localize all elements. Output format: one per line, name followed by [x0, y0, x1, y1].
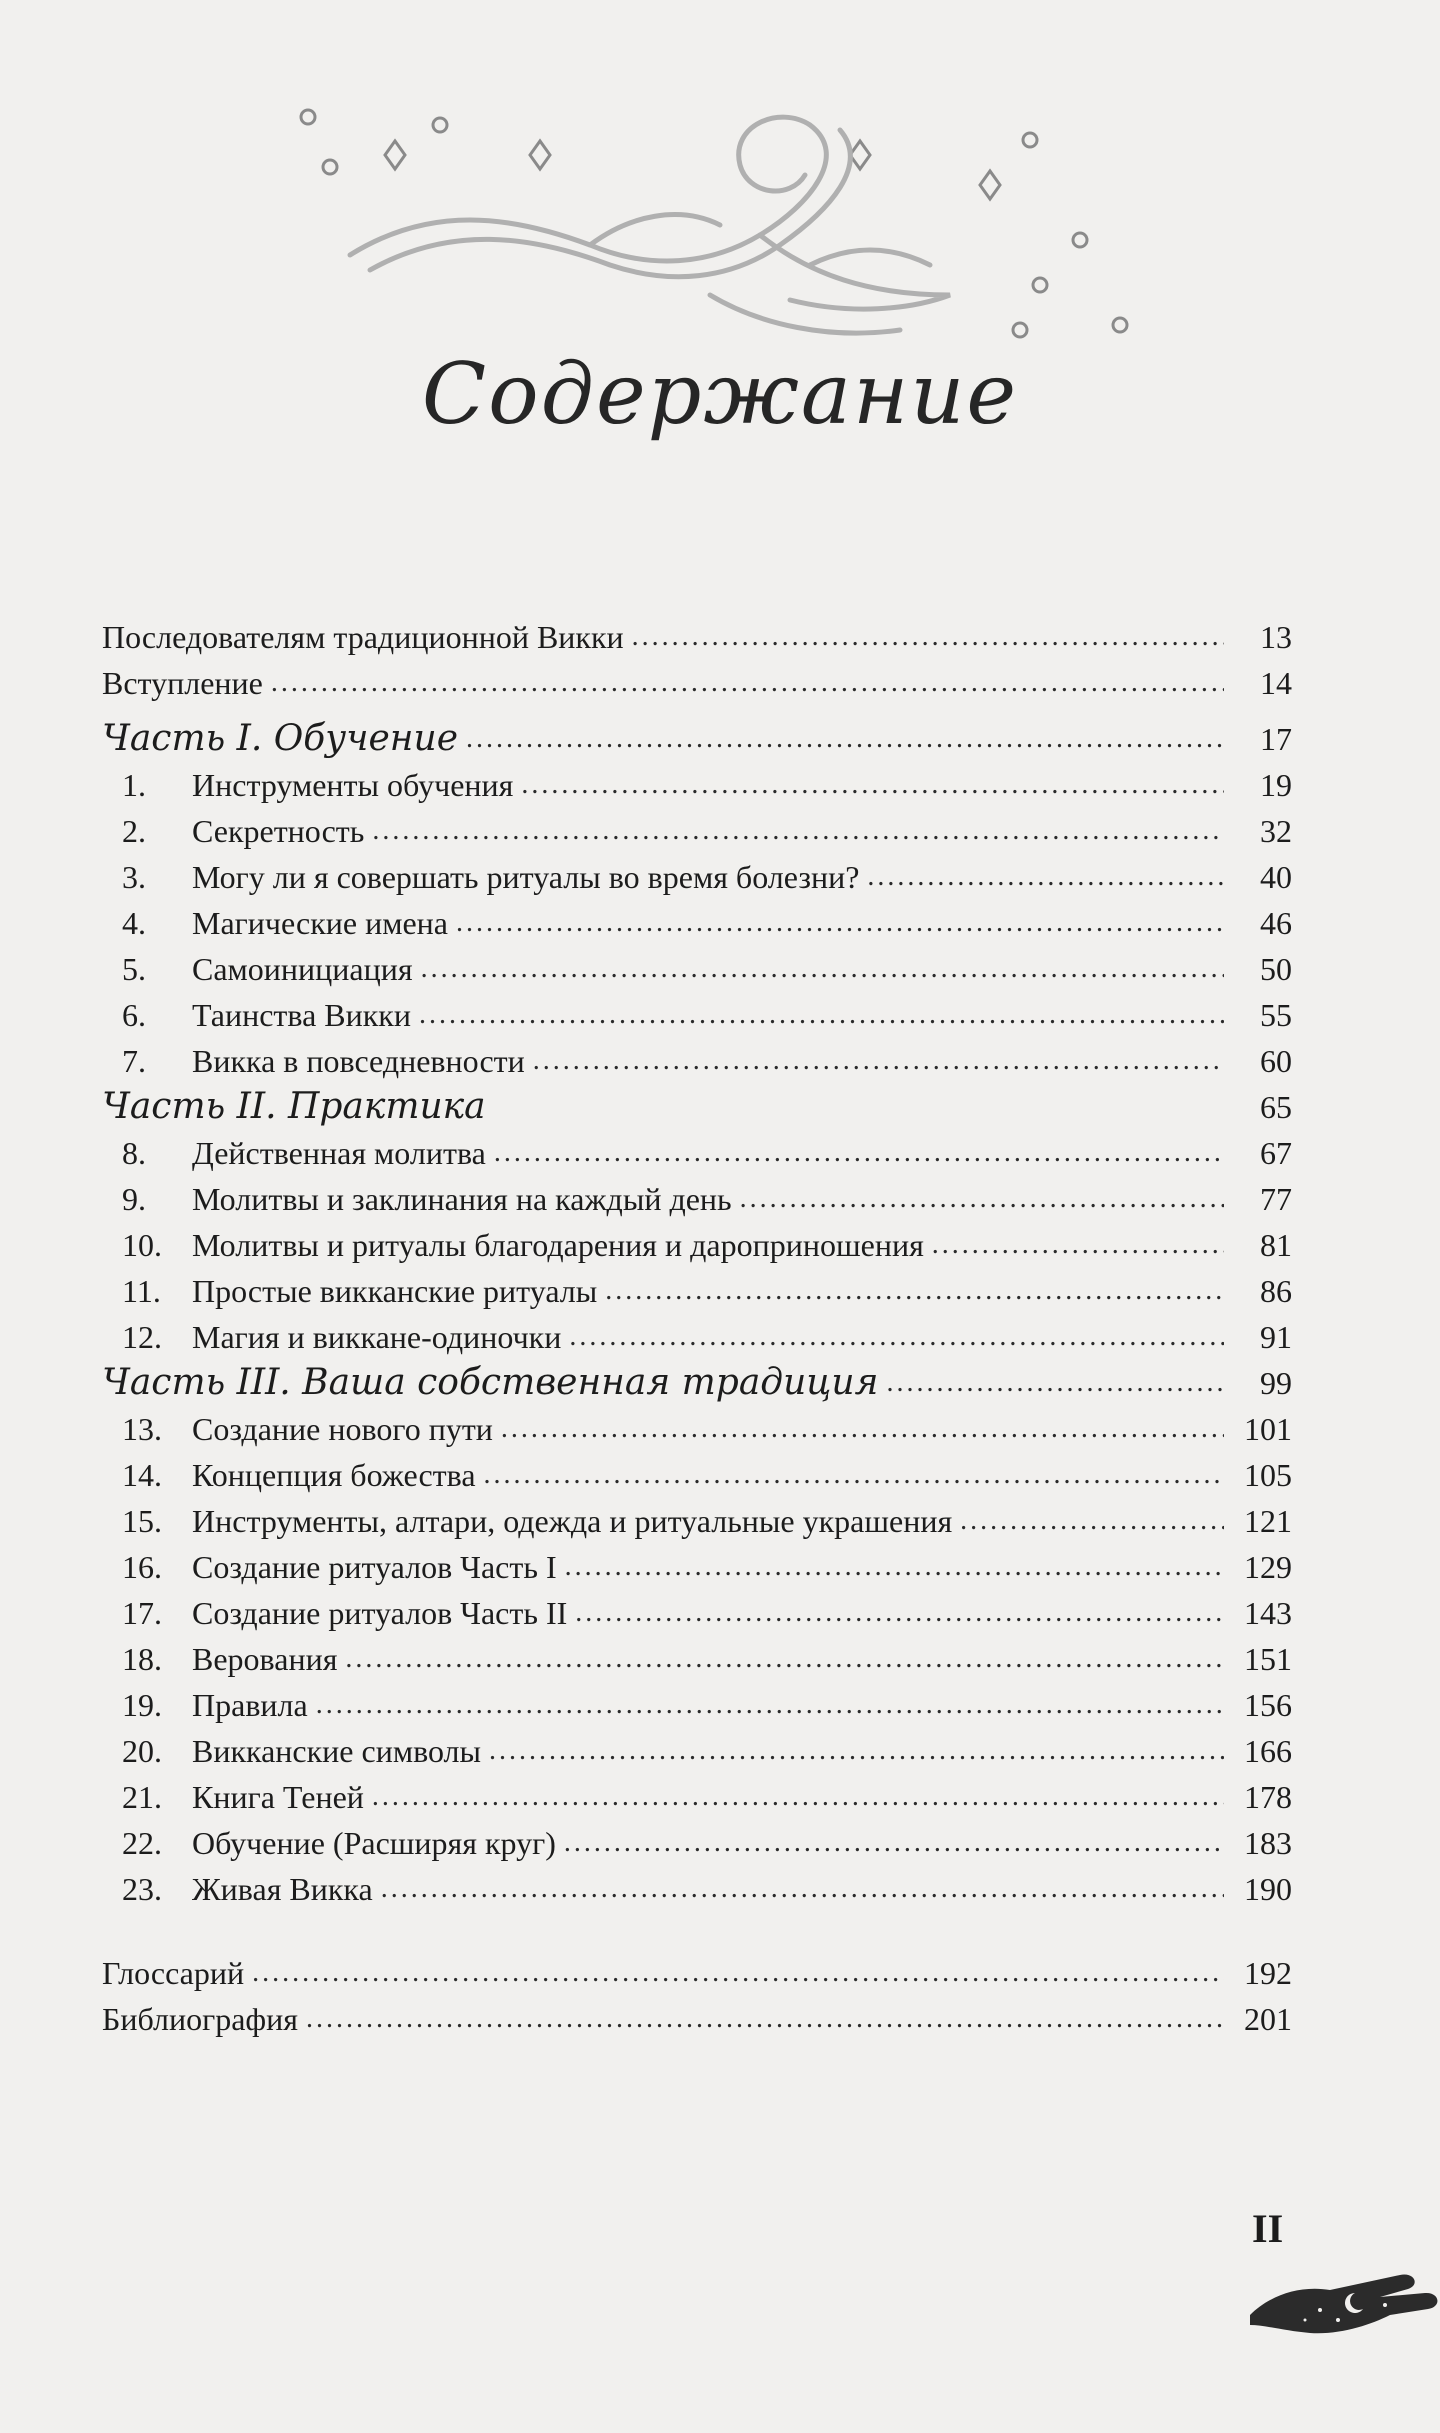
chapter-title: Таинства Викки: [192, 997, 411, 1033]
toc-chapter[interactable]: [102, 1310, 1292, 1356]
dot-leader: [564, 1824, 1224, 1862]
toc-chapter[interactable]: [102, 1034, 1292, 1080]
dot-leader: [372, 1778, 1224, 1816]
toc-page-number: 178: [1244, 1779, 1292, 1815]
toc-page-number: 86: [1260, 1273, 1292, 1309]
chapter-number: 4.: [122, 905, 146, 941]
toc-chapter[interactable]: [102, 942, 1292, 988]
chapter-title: Живая Викка: [192, 1871, 373, 1907]
dot-leader: [565, 1548, 1224, 1586]
dot-leader: [345, 1640, 1224, 1678]
toc-page-number: 55: [1260, 997, 1292, 1033]
toc-page-number: 121: [1244, 1503, 1292, 1539]
chapter-number: 15.: [122, 1503, 162, 1539]
dot-leader: [372, 812, 1224, 850]
toc-page-number: 99: [1260, 1365, 1292, 1401]
chapter-title: Секретность: [192, 813, 365, 849]
dot-leader: [484, 1456, 1224, 1494]
chapter-title: Самоинициация: [192, 951, 413, 987]
dot-leader: [316, 1686, 1224, 1724]
dot-leader: [575, 1594, 1224, 1632]
toc-chapter[interactable]: [102, 896, 1292, 942]
toc-chapter[interactable]: [102, 1126, 1292, 1172]
toc-page-number: 81: [1260, 1227, 1292, 1263]
toc-part-title: Часть II. Практика: [102, 1086, 486, 1127]
dot-leader: [740, 1180, 1224, 1218]
chapter-number: 21.: [122, 1779, 162, 1815]
dot-leader: [489, 1732, 1224, 1770]
chapter-title: Молитвы и заклинания на каждый день: [192, 1181, 732, 1217]
toc-page-number: 156: [1244, 1687, 1292, 1723]
dot-leader: [306, 2000, 1224, 2038]
chapter-title: Магия и виккане-одиночки: [192, 1319, 562, 1355]
swirl-ornament-icon: [290, 95, 1190, 375]
dot-leader: [421, 950, 1224, 988]
toc-chapter[interactable]: [102, 758, 1292, 804]
toc-entry-label: Вступление: [102, 665, 263, 701]
chapter-title: Создание ритуалов Часть I: [192, 1549, 557, 1585]
toc-entry[interactable]: [102, 1946, 1292, 1992]
toc-chapter[interactable]: [102, 1402, 1292, 1448]
toc-page-number: 67: [1260, 1135, 1292, 1171]
chapter-title: Создание нового пути: [192, 1411, 493, 1447]
chapter-number: 12.: [122, 1319, 162, 1355]
toc-chapter[interactable]: [102, 1494, 1292, 1540]
toc-part-heading[interactable]: [102, 1356, 1292, 1402]
hand-with-moon-icon: [1250, 2225, 1440, 2345]
toc-page-number: 183: [1244, 1825, 1292, 1861]
toc-chapter[interactable]: [102, 1678, 1292, 1724]
toc-entry-label: Последователям традиционной Викки: [102, 619, 624, 655]
chapter-title: Магические имена: [192, 905, 448, 941]
chapter-number: 3.: [122, 859, 146, 895]
page-folio: II: [1252, 2206, 1284, 2251]
dot-leader: [494, 1134, 1224, 1172]
toc-page-number: 151: [1244, 1641, 1292, 1677]
dot-leader: [456, 904, 1224, 942]
chapter-title: Создание ритуалов Часть II: [192, 1595, 568, 1631]
chapter-title: Книга Теней: [192, 1779, 364, 1815]
toc-entry[interactable]: [102, 610, 1292, 656]
chapter-number: 2.: [122, 813, 146, 849]
toc-chapter[interactable]: [102, 1816, 1292, 1862]
toc-page-number: 13: [1260, 619, 1292, 655]
dot-leader: [533, 1042, 1224, 1080]
toc-page-number: 65: [1260, 1089, 1292, 1125]
toc-chapter[interactable]: [102, 1586, 1292, 1632]
chapter-number: 17.: [122, 1595, 162, 1631]
toc-page-number: 166: [1244, 1733, 1292, 1769]
toc-chapter[interactable]: [102, 1632, 1292, 1678]
dot-leader: [960, 1502, 1224, 1540]
toc-page-number: 190: [1244, 1871, 1292, 1907]
dot-leader: [521, 766, 1224, 804]
dot-leader: [419, 996, 1224, 1034]
toc-page-number: 129: [1244, 1549, 1292, 1585]
toc-page-number: 60: [1260, 1043, 1292, 1079]
table-of-contents: [102, 610, 1292, 2038]
toc-chapter[interactable]: [102, 804, 1292, 850]
chapter-number: 1.: [122, 767, 146, 803]
toc-chapter[interactable]: [102, 1770, 1292, 1816]
chapter-number: 7.: [122, 1043, 146, 1079]
dot-leader: [466, 720, 1224, 758]
dot-leader: [605, 1272, 1224, 1310]
dot-leader: [501, 1410, 1224, 1448]
toc-chapter[interactable]: [102, 1862, 1292, 1908]
chapter-number: 22.: [122, 1825, 162, 1861]
chapter-title: Концепция божества: [192, 1457, 476, 1493]
chapter-title: Викканские символы: [192, 1733, 481, 1769]
toc-chapter[interactable]: [102, 850, 1292, 896]
toc-chapter[interactable]: [102, 1724, 1292, 1770]
chapter-title: Инструменты, алтари, одежда и ритуальные украшения: [192, 1503, 953, 1539]
toc-page-number: 105: [1244, 1457, 1292, 1493]
chapter-number: 5.: [122, 951, 146, 987]
chapter-title: Инструменты обучения: [192, 767, 514, 803]
chapter-number: 18.: [122, 1641, 162, 1677]
toc-chapter[interactable]: [102, 988, 1292, 1034]
chapter-number: 16.: [122, 1549, 162, 1585]
toc-page-number: 14: [1260, 665, 1292, 701]
chapter-number: 13.: [122, 1411, 162, 1447]
chapter-title: Молитвы и ритуалы благодарения и дароприношения: [192, 1227, 924, 1263]
dot-leader: [932, 1226, 1224, 1264]
chapter-title: Правила: [192, 1687, 308, 1723]
toc-page-number: 77: [1260, 1181, 1292, 1217]
chapter-number: 9.: [122, 1181, 146, 1217]
toc-part-heading[interactable]: [102, 1080, 1292, 1126]
chapter-number: 20.: [122, 1733, 162, 1769]
toc-page-number: 201: [1244, 2001, 1292, 2037]
chapter-number: 8.: [122, 1135, 146, 1171]
chapter-title: Могу ли я совершать ритуалы во время болезни?: [192, 859, 860, 895]
chapter-title: Викка в повседневности: [192, 1043, 525, 1079]
toc-page-number: 32: [1260, 813, 1292, 849]
chapter-number: 14.: [122, 1457, 162, 1493]
dot-leader: [886, 1364, 1224, 1402]
dot-leader: [867, 858, 1224, 896]
toc-chapter[interactable]: [102, 1218, 1292, 1264]
chapter-title: Верования: [192, 1641, 338, 1677]
dot-leader: [381, 1870, 1224, 1908]
toc-page-number: 101: [1244, 1411, 1292, 1447]
chapter-number: 10.: [122, 1227, 162, 1263]
toc-chapter[interactable]: [102, 1540, 1292, 1586]
toc-page-number: 91: [1260, 1319, 1292, 1355]
toc-entry-label: Глоссарий: [102, 1955, 245, 1991]
chapter-number: 6.: [122, 997, 146, 1033]
toc-entry[interactable]: [102, 656, 1292, 702]
dot-leader: [632, 618, 1224, 656]
toc-page-number: 40: [1260, 859, 1292, 895]
toc-entry-label: Библиография: [102, 2001, 298, 2037]
chapter-number: 23.: [122, 1871, 162, 1907]
dot-leader: [252, 1954, 1224, 1992]
dot-leader: [271, 664, 1224, 702]
toc-entry[interactable]: [102, 1992, 1292, 2038]
chapter-number: 19.: [122, 1687, 162, 1723]
page-title: Содержание: [421, 345, 1019, 443]
toc-page-number: 50: [1260, 951, 1292, 987]
toc-page-number: 19: [1260, 767, 1292, 803]
toc-chapter[interactable]: [102, 1264, 1292, 1310]
toc-part-title: Часть I. Обучение: [102, 718, 459, 759]
dot-leader: [569, 1318, 1224, 1356]
chapter-number: 11.: [122, 1273, 161, 1309]
toc-page-number: 46: [1260, 905, 1292, 941]
chapter-title: Действенная молитва: [192, 1135, 486, 1171]
toc-page-number: 143: [1244, 1595, 1292, 1631]
chapter-title: Обучение (Расширяя круг): [192, 1825, 556, 1861]
toc-chapter[interactable]: [102, 1448, 1292, 1494]
toc-part-heading[interactable]: [102, 712, 1292, 758]
toc-page-number: 17: [1260, 721, 1292, 757]
chapter-title: Простые викканские ритуалы: [192, 1273, 598, 1309]
toc-page-number: 192: [1244, 1955, 1292, 1991]
toc-chapter[interactable]: [102, 1172, 1292, 1218]
toc-part-title: Часть III. Ваша собственная традиция: [102, 1362, 879, 1403]
